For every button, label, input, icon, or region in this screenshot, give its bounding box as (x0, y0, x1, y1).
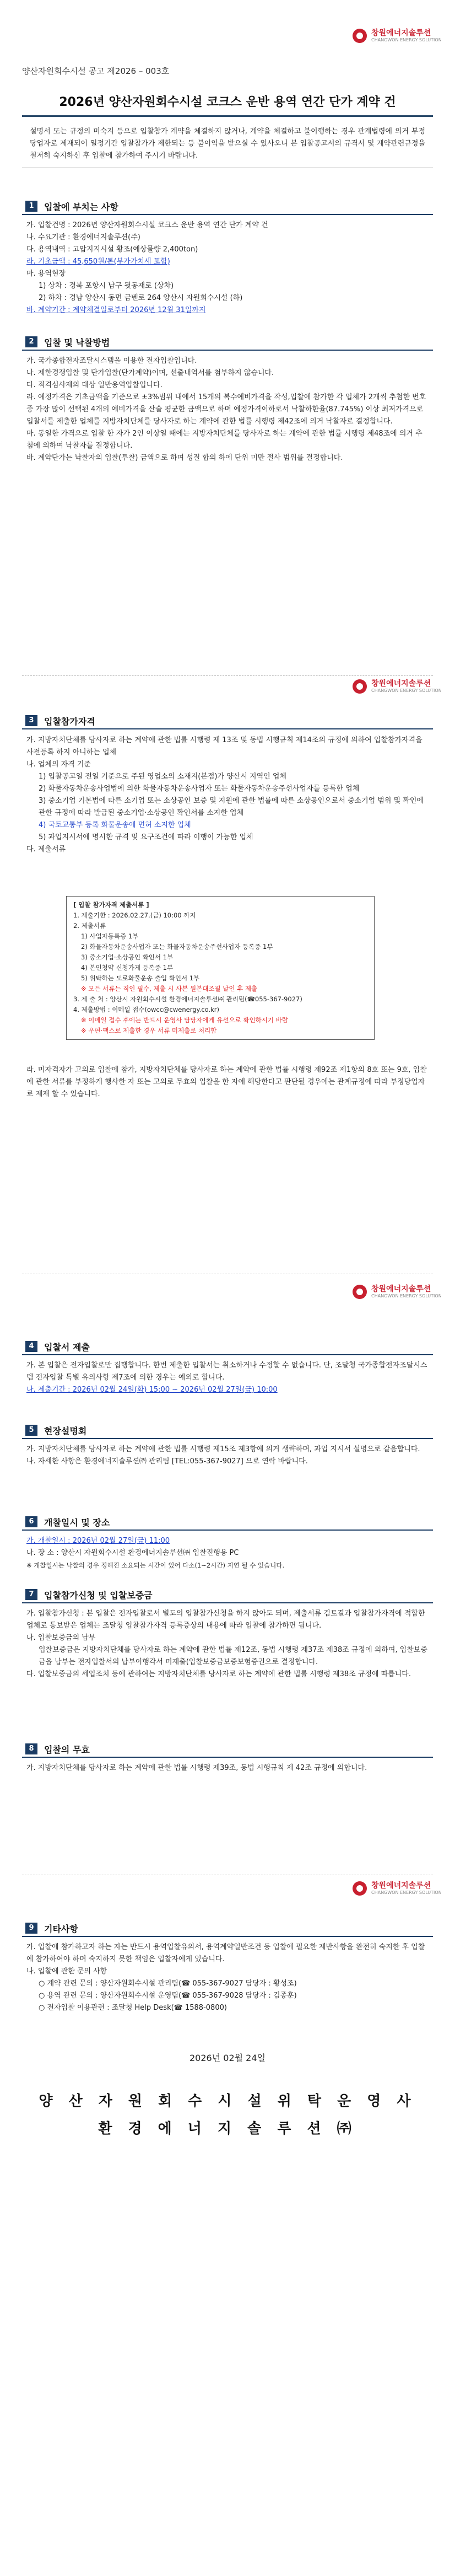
section-3-body: 가. 지방자치단체를 당사자로 하는 계약에 관한 법률 시행령 제 13조 및 동법 시행규칙 제14조의 규정에 의하여 입찰참가자격을 사전등록 하지 아니하는 업체 나. 업체의 자격 기준 1) 입찰공고일 전일 기준으로 주된 영업소의 소재지(본점)가 양산시 지역인 업체 2) 화물자동차운송사업법에 의한 화물자동차운송사업자 또는 화물자동차운송주선사업자를 등록한 업체 3) 중소기업 기본법에 따른 소기업 또는 소상공인 보증 및 지원에 관한 법률에 따른 소상공인으로서 중소기업 범위 및 확인에 관한 규정에 따라 발급된 중소기업·소상공인 확인서를 소지한 업체 4) 국토교통부 등록 화물운송에 면허 소지한 업체 5) 과업지시서에 명시한 규격 및 요구조건에 따라 이행이 가능한 업체 다. 제출서류 (26, 736, 424, 854)
section-7-header: 7 입찰참가신청 및 입찰보증금 (22, 1588, 433, 1603)
section-3-note: 라. 미자격자가 고의로 입찰에 참가, 지방자치단체를 당사자로 하는 계약에 관한 법률 시행령 제92조 제1항의 8호 또는 9호, 입찰에 관한 서류를 부정하게 행사한 자 또는 고의로 무효의 입찰을 한 자에 해당한다고 판단될 경우에는 관계규정에 따라 부정당업자로 제재 할 수 있습니다. (26, 1066, 427, 1098)
page-title: 2026년 양산자원회수시설 코크스 운반 용역 연간 단가 계약 건 (22, 93, 433, 117)
company-logo-4: 창원에너지솔루션 CHANGWON ENERGY SOLUTION (353, 1881, 442, 1896)
section-1-body: 가. 입찰건명 : 2026년 양산자원회수시설 코크스 운반 용역 연간 단가 계약 건 나. 수요기관 : 환경에너지솔루션(주) 다. 용역내역 : 고압지지시설 황조(예상물량 2,400ton) 라. 기초금액 : 45,650원/톤(부가가치세 포함) 마. 용역현장 1) 상차 : 경북 포항시 남구 뒷동재로 (상차) 2) 하차 : 경남 양산시 동면 금벤로 264 양산시 자원회수시설 (하) 바. 계약기간 : 계약체결일로부터 2026년 12월 31일까지 (26, 221, 268, 314)
section-2-header: 2 입찰 및 낙찰방법 (22, 335, 433, 351)
section-6-header: 6 개찰일시 및 장소 (22, 1515, 433, 1531)
section-1-header: 1 입찰에 부치는 사항 (22, 200, 433, 215)
section-divider (22, 675, 433, 676)
intro-text: 설명서 또는 규정의 미숙지 등으로 입찰참가 계약을 체결하지 않거나, 계약을 체결하고 불이행하는 경우 관계법령에 의거 부정당업자로 제재되어 일정기간 입찰참가가 제한되는 등 불이익을 받으실 수 있사오니 본 입찰공고서의 규격서 및 계약관련규정을 철저히 숙지하신 후 입찰에 참가하여 주시기 바랍니다. (22, 120, 433, 168)
notice-date: 2026년 02월 24일 (189, 2053, 266, 2063)
logo-mark-icon (353, 679, 367, 694)
company-logo-2: 창원에너지솔루션 CHANGWON ENERGY SOLUTION (353, 679, 442, 694)
documents-box: [ 입찰 참가자격 제출서류 ] 1. 제출기한 : 2026.02.27.(금) 10:00 까지 2. 제출서류 1) 사업자등록증 1부 2) 화물자동차운송사업자 또는 화물자동차운송주선사업자 등록증 1부 3) 중소기업·소상공인 확인서 1부 4) 본인청약 신청가게 등록증 1부 5) 위탁하는 도로화물운송 출입 확인서 1부 ※ 모든 서류는 직인 필수, 제출 시 사본 원본대조필 날인 후 제출 3. 제 출 처 : 양산시 자원회수시설 환경에너지솔루션㈜ 관리팀(☎055-367-9027) 4. 제출방법 : 이메일 접수(owcc@cwenergy.co.kr) ※ 이메일 접수 후에는 반드시 운영사 담당자에게 유선으로 확인하시기 바람 ※ 우편·팩스로 제출한 경우 서류 미제출로 처리함 (66, 896, 375, 1040)
section-9-header: 9 기타사항 (22, 1922, 433, 1937)
section-5-body: 가. 지방자치단체를 당사자로 하는 계약에 관한 법률 시행령 제15조 제3항에 의거 생략하며, 과업 지시서 설명으로 갈음합니다. 나. 자세한 사항은 환경에너지솔루션㈜ 관리팀 [TEL:055-367-9027] 으로 연락 바랍니다. (26, 1445, 420, 1466)
section-8-body: 가. 지방자치단체를 당사자로 하는 계약에 관한 법률 시행령 제39조, 동법 시행규칙 제 42조 규정에 의합니다. (26, 1764, 367, 1772)
section-7-body: 가. 입찰참가신청 : 본 입찰은 전자입찰로서 별도의 입찰참가신청을 하지 않아도 되며, 제출서류 검토결과 입찰참가자격에 적합한 업체로 통보받은 업체는 조달청 입찰참가자격 등록증상의 내용에 따라 입찰에 참가하면 됩니다. 나. 입찰보증금의 납부 입찰보증금은 지방자치단체를 당사자로 하는 계약에 관한 법률 제12조, 동법 시행령 제37조 제38조 규정에 의하여, 입찰보증금을 납부는 전자입찰서의 납부이행각서 미제출(입찰보증금보증보험증권으로 결정합니다. 다. 입찰보증금의 세입조치 등에 관하여는 지방자치단체를 당사자로 하는 계약에 관한 법률 시행령 제38조 규정에 따릅니다. (26, 1609, 427, 1678)
section-2-body: 가. 국가종합전자조달시스템을 이용한 전자입찰입니다. 나. 제한경쟁입찰 및 단가입찰(단가계약)이며, 선출내역서를 첨부하지 않습니다. 다. 적격심사제의 대상 일반용역입찰입니다. 라. 예정가격은 기초금액을 기준으로 ±3%범위 내에서 15개의 복수예비가격을 작성,입찰에 참가한 각 업체가 2개씩 추첨한 번호 중 가장 많이 선택된 4개의 예비가격을 산술 평균한 금액으로 하며 예정가격이하로서 낙찰하한율(87.745%) 이상 최저가격으로 입찰서를 제출한 업체를 지방자치단체를 당사자로 하는 계약에 관한 법률 시행령 제42조에 의거 낙찰자로 결정합니다. 마. 동일한 가격으로 입찰 한 자가 2인 이상일 때에는 지방자치단체를 당사자로 하는 계약에 관한 법률 시행령 제48조에 의거 추첨에 의하여 낙찰자를 결정합니다. 바. 계약단가는 낙찰자의 입찰(투찰) 금액으로 하며 성질 합의 하에 단위 미만 절사 범위를 결정합니다. (26, 357, 426, 462)
company-logo (353, 29, 442, 43)
section-6-body: 가. 개찰일시 : 2026년 02월 27일(금) 11:00 나. 장 소 : 양산시 자원회수시설 환경에너지솔루션㈜ 입찰진행용 PC ※ 개찰일시는 낙찰의 경우 정해진 소요되는 시간이 있어 다소(1~2시간) 지연 될 수 있습니다. (26, 1537, 285, 1569)
section-8-header: 8 입찰의 무효 (22, 1742, 433, 1758)
section-9-body: 가. 입찰에 참가하고자 하는 자는 반드시 용역입찰유의서, 용역계약일반조건 등 입찰에 필요한 제반사항을 완전히 숙지한 후 입찰에 참가하여야 하며 숙지하지 못한 책임은 입찰자에게 있습니다. 나. 입찰에 관한 문의 사항 ○ 계약 관련 문의 : 양산자원회수시설 관리팀(☎ 055-367-9027 담당자 : 황성조) ○ 용역 관련 문의 : 양산자원회수시설 운영팀(☎ 055-367-9028 담당자 : 김종훈) ○ 전자입찰 이용관련 : 조달청 Help Desk(☎ 1588-0800) (26, 1943, 425, 2012)
issuer-line-1: 양 산 자 원 회 수 시 설 위 탁 운 영 사 (39, 2093, 416, 2110)
company-logo-3: 창원에너지솔루션 CHANGWON ENERGY SOLUTION (353, 1285, 442, 1299)
section-3-header: 3 입찰참가자격 (22, 714, 433, 729)
section-4-header: 4 입찰서 제출 (22, 1340, 433, 1355)
section-5-header: 5 현장설명회 (22, 1424, 433, 1439)
logo-mark-icon (353, 29, 367, 43)
logo-name: 창원에너지솔루션 (371, 29, 431, 37)
logo-sub: CHANGWON ENERGY SOLUTION (371, 37, 442, 42)
section-4-body: 가. 본 입찰은 전자입찰로만 집행합니다. 한번 제출한 입찰서는 취소하거나 수정할 수 없습니다. 단, 조달청 국가종합전자조달시스템 전자입찰 특별 유의사항 제7조에 의한 경우는 예외로 합니다. 나. 제출기간 : 2026년 02월 24일(화) 15:00 ~ 2026년 02월 27일(금) 10:00 (26, 1361, 427, 1394)
logo-mark-icon (353, 1881, 367, 1896)
notice-number: 양산자원회수시설 공고 제2026 – 003호 (22, 66, 170, 76)
issuer-line-2: 환 경 에 너 지 솔 루 션 ㈜ (98, 2121, 357, 2137)
logo-mark-icon (353, 1285, 367, 1299)
